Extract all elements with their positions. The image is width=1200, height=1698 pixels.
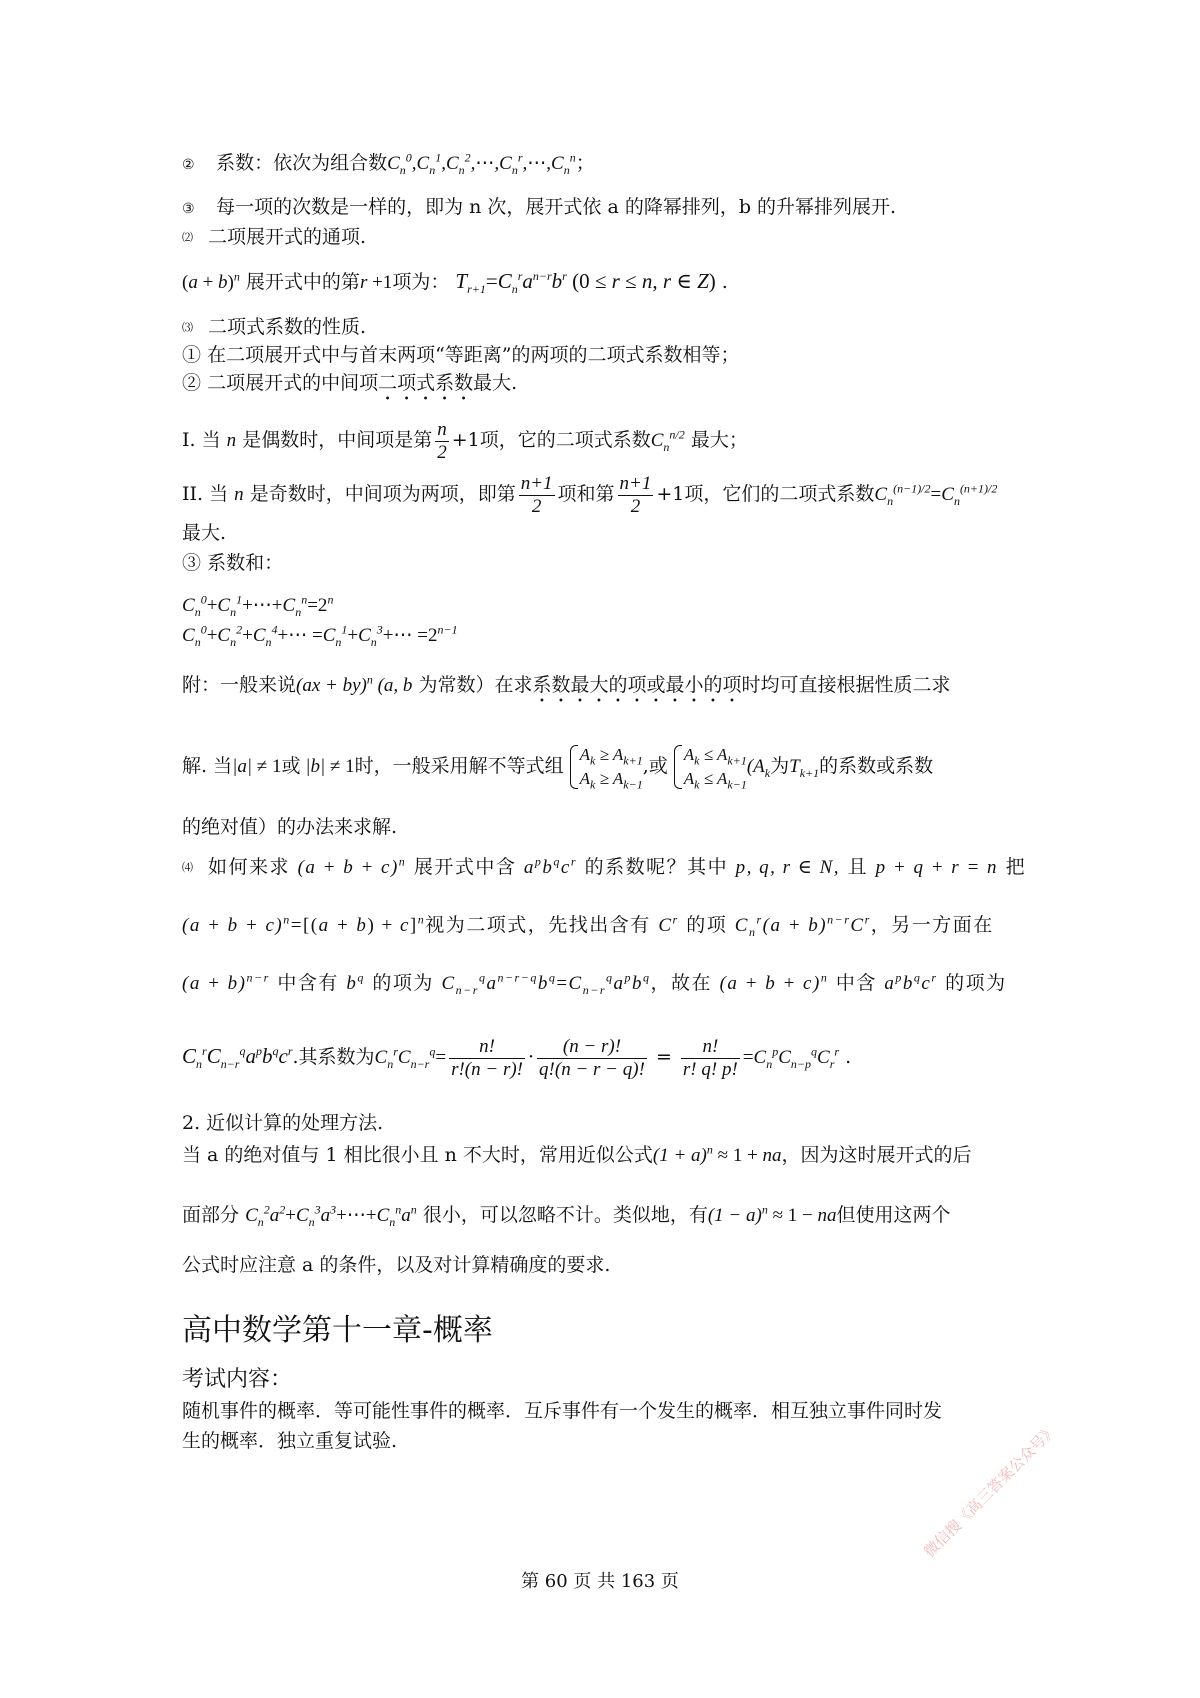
q4-d: 且	[847, 856, 869, 878]
chapter-subtitle: 考试内容：	[182, 1367, 293, 1392]
fraction: $\frac{n!}{r! q! p!}$	[682, 1035, 738, 1080]
q4-j: 的项为	[372, 972, 434, 994]
emphasis-text: 二项式系数	[378, 372, 474, 394]
odd-lead: II. 当	[182, 483, 229, 505]
property-2-pre: 二项展开式的中间项	[207, 372, 379, 394]
formula: r +1	[359, 272, 393, 293]
inequality-system: $A_k \le A_{k+1}$ $A_k \le A_{k-1}$	[672, 743, 747, 791]
appendix-e: 时，一般采用解不等式组	[354, 755, 564, 777]
property-1	[182, 340, 1022, 370]
odd-b: 项和第	[557, 483, 615, 505]
emphasis-text: 系数最大的项或最小的项	[532, 674, 742, 696]
general-heading	[182, 222, 1022, 253]
appendix-line-2: 解. 当|a| ≠ 1或 |b| ≠ 1时，一般采用解不等式组 $A_k \ge A_{k+1}$ $A_k \ge A_{k-1}$ ,或 $A_k \le A_{k+1}$ $A_k \le A_{k-1}$ ($A_k$为$T_{k+1}$的系数或系数	[182, 745, 934, 792]
q4-e: 把	[1005, 856, 1027, 878]
approx-a: 当 a 的绝对值与 1 相比很小且 n 不大时，常用近似公式	[182, 1144, 653, 1166]
chapter-body-1: 随机事件的概率．等可能性事件的概率．互斥事件有一个发生的概率．相互独立事件同时发	[182, 1400, 943, 1422]
approx-line-3	[182, 1250, 1022, 1280]
item-marker: ③	[182, 552, 202, 574]
item-marker: ⑷	[182, 861, 195, 874]
approx-c: 面部分	[182, 1204, 240, 1226]
odd-case: II. 当 n 是奇数时，中间项为两项，即第 $\frac{n+1}{2}$ 项和第 $\frac{n+1}{2}$ +1项，它们的二项式系数$C_n^{(n-1)/2}=C_n^{(n+1)/2}$	[182, 472, 998, 517]
even-b: 项，它的二项式系数	[479, 429, 651, 451]
q4-line-1: ⑷ 如何来求 $(a + b + c)^n$ 展开式中含 $a^pb^qc^r$ 的系数呢？其中 p, q, r ∈ N, 且 p + q + r = n 把	[182, 852, 1022, 883]
appendix-b: 为常数）在求	[418, 674, 533, 696]
general-pre: 展开式中的第	[245, 271, 360, 293]
q4-a: 如何来求	[208, 856, 291, 878]
property-1-text: 在二项展开式中与首末两项“等距离”的两项的二项式系数相等；	[207, 344, 740, 366]
q4-h: ，另一方面在	[870, 914, 994, 936]
watermark: 微信搜《高三答案公众号》	[920, 1420, 1061, 1561]
q4-line-3: $(a + b)^{n-r}$ 中含有 $b^q$ 的项为 $C_{n-r}^qa^{n-r-q}b^q=C_{n-r}^qa^pb^q$，故在 $(a + b + c)^n$ 中含 $a^pb^qc^r$ 的项为	[182, 970, 1007, 997]
even-lead: I. 当	[182, 429, 221, 451]
chapter-title: 高中数学第十一章-概率	[182, 1313, 493, 1348]
sum-formula-1: $C_n^0+C_n^1+\cdots+C_n^n=2^n$	[182, 592, 334, 619]
q4-line-4: $C_n^rC_{n-r}^qa^pb^qc^r$.其系数为$C_n^rC_{n-r}^q=$ $\frac{n!}{r!(n - r)!}$ · $\frac{(n - r)!}{q!(n - r - q)!}$ = $\frac{n!}{r! q! p!}$ $=C_n^pC_{n-p}^qC_r^r$ .	[182, 1035, 852, 1080]
q4-k: ，故在	[650, 972, 713, 994]
q4-c: 的系数呢？其中	[584, 856, 729, 878]
even-c: 最大；	[690, 429, 748, 451]
approx-f: 公式时应注意 a 的条件，以及对计算精确度的要求.	[182, 1254, 611, 1276]
approx-title: 2. 近似计算的处理方法.	[182, 1112, 384, 1134]
sum-heading	[182, 548, 1022, 578]
degree-line	[182, 192, 1022, 224]
item-marker: ②	[182, 157, 195, 173]
q4-b: 展开式中含	[413, 856, 517, 878]
property-2	[182, 368, 1022, 405]
general-text: 二项展开式的通项.	[208, 226, 367, 248]
approx-heading	[182, 1108, 1022, 1138]
general-term-line: $(a + b)^n$ 展开式中的第r +1项为： $T_{r+1}=C_n^ra^{n-r}b^r$ (0 ≤ r ≤ n, r ∈ Z) .	[182, 269, 728, 297]
item-marker: ⑶	[182, 321, 193, 334]
props-heading	[182, 312, 1022, 343]
q4-g: 的项	[686, 914, 728, 936]
odd-a: 是奇数时，中间项为两项，即第	[249, 483, 516, 505]
even-a: 是偶数时，中间项是第	[242, 429, 433, 451]
q4-n: .其系数为	[292, 1046, 375, 1068]
property-2-post: 最大.	[473, 372, 518, 394]
appendix-line-1: 附：一般来说(ax + by)$^n$ (a, b 为常数）在求系数最大的项或最小的项时均可直接根据性质二求	[182, 672, 951, 696]
fraction: $\frac{(n - r)!}{q!(n - r - q)!}$	[539, 1035, 645, 1080]
coef-text: 系数：依次为组合数	[216, 152, 388, 174]
approx-line-1: 当 a 的绝对值与 1 相比很小且 n 不大时，常用近似公式$(1 + a)^n \approx 1$ + na，因为这时展开式的后	[182, 1142, 972, 1166]
appendix-g: 的绝对值）的办法来求解.	[182, 816, 398, 838]
appendix-line-3	[182, 812, 1022, 842]
q4-f: 视为二项式，先找出含有	[425, 914, 651, 936]
sum-formula-2: $C_n^0+C_n^2+C_n^4+\cdots$ $=C_n^1+C_n^3+\cdots =2^{n-1}$	[182, 622, 458, 649]
q4-line-2: $(a + b + c)^n=[(a + b) + c]^n$视为二项式，先找出含有 $C^r$ 的项 $C_n^r(a + b)^{n-r}C^r$，另一方面在	[182, 912, 994, 939]
coef-line: ② 系数：依次为组合数$C_n^0,C_n^1,C_n^2,\cdots,C_n^r,\cdots,C_n^n$；	[182, 148, 1022, 180]
fraction: $\frac{n+1}{2}$	[520, 472, 553, 517]
props-text: 二项式系数的性质.	[208, 316, 367, 338]
fraction: $\frac{n+1}{2}$	[619, 472, 652, 517]
sum-text: 系数和：	[207, 552, 284, 574]
even-case: I. 当 n 是偶数时，中间项是第 $\frac{n}{2}$ +1项，它的二项式系数$C_n^{n/2}$ 最大；	[182, 418, 748, 463]
page-footer: 第 60 页 共 163 页	[521, 1571, 679, 1592]
formula: $C_n^0,C_n^1,C_n^2,\cdots,C_n^r,\cdots,C_n^n$	[387, 150, 576, 177]
odd-d: 最大.	[182, 522, 227, 544]
formula: $T_{r+1}=C_n^ra^{n-r}b^r$ (0 ≤ r ≤ n, r ∈ Z)	[455, 269, 716, 297]
appendix-c: 时均可直接根据性质二求	[741, 674, 951, 696]
degree-text: 每一项的次数是一样的，即为 n 次，展开式依 a 的降幂排列，b 的升幂排列展开.	[216, 196, 897, 218]
odd-case-end	[182, 518, 1022, 548]
q4-i: 中含有	[277, 972, 339, 994]
approx-line-2: 面部分 $C_n^2a^2+C_n^3a^3+\cdots+C_n^na^n$ 很小，可以忽略不计。类似地，有$(1 - a)^n \approx 1$ − na但使用这两个	[182, 1202, 951, 1229]
appendix-a: 附：一般来说	[182, 674, 297, 696]
item-marker: ①	[182, 344, 202, 366]
appendix-d: 解. 当	[182, 755, 233, 777]
appendix-f: 的系数或系数	[819, 755, 934, 777]
formula: $(a + b)^n$	[182, 269, 240, 293]
odd-c: 项，它们的二项式系数	[684, 483, 875, 505]
general-mid: 项为：	[392, 271, 450, 293]
item-marker: ②	[182, 372, 202, 394]
fraction: $\frac{n}{2}$	[437, 418, 447, 463]
q4-l: 中含	[835, 972, 877, 994]
fraction: $\frac{n!}{r!(n - r)!}$	[451, 1035, 523, 1080]
approx-b: ，因为这时展开式的后	[781, 1144, 972, 1166]
approx-d: 很小，可以忽略不计。类似地，有	[422, 1204, 708, 1226]
item-marker: ③	[182, 201, 195, 217]
chapter-body-2: 生的概率．独立重复试验.	[182, 1430, 398, 1452]
item-marker: ⑵	[182, 231, 193, 244]
inequality-system: $A_k \ge A_{k+1}$ $A_k \ge A_{k-1}$	[568, 743, 643, 791]
q4-m: 的项为	[945, 972, 1007, 994]
approx-e: 但使用这两个	[836, 1204, 951, 1226]
